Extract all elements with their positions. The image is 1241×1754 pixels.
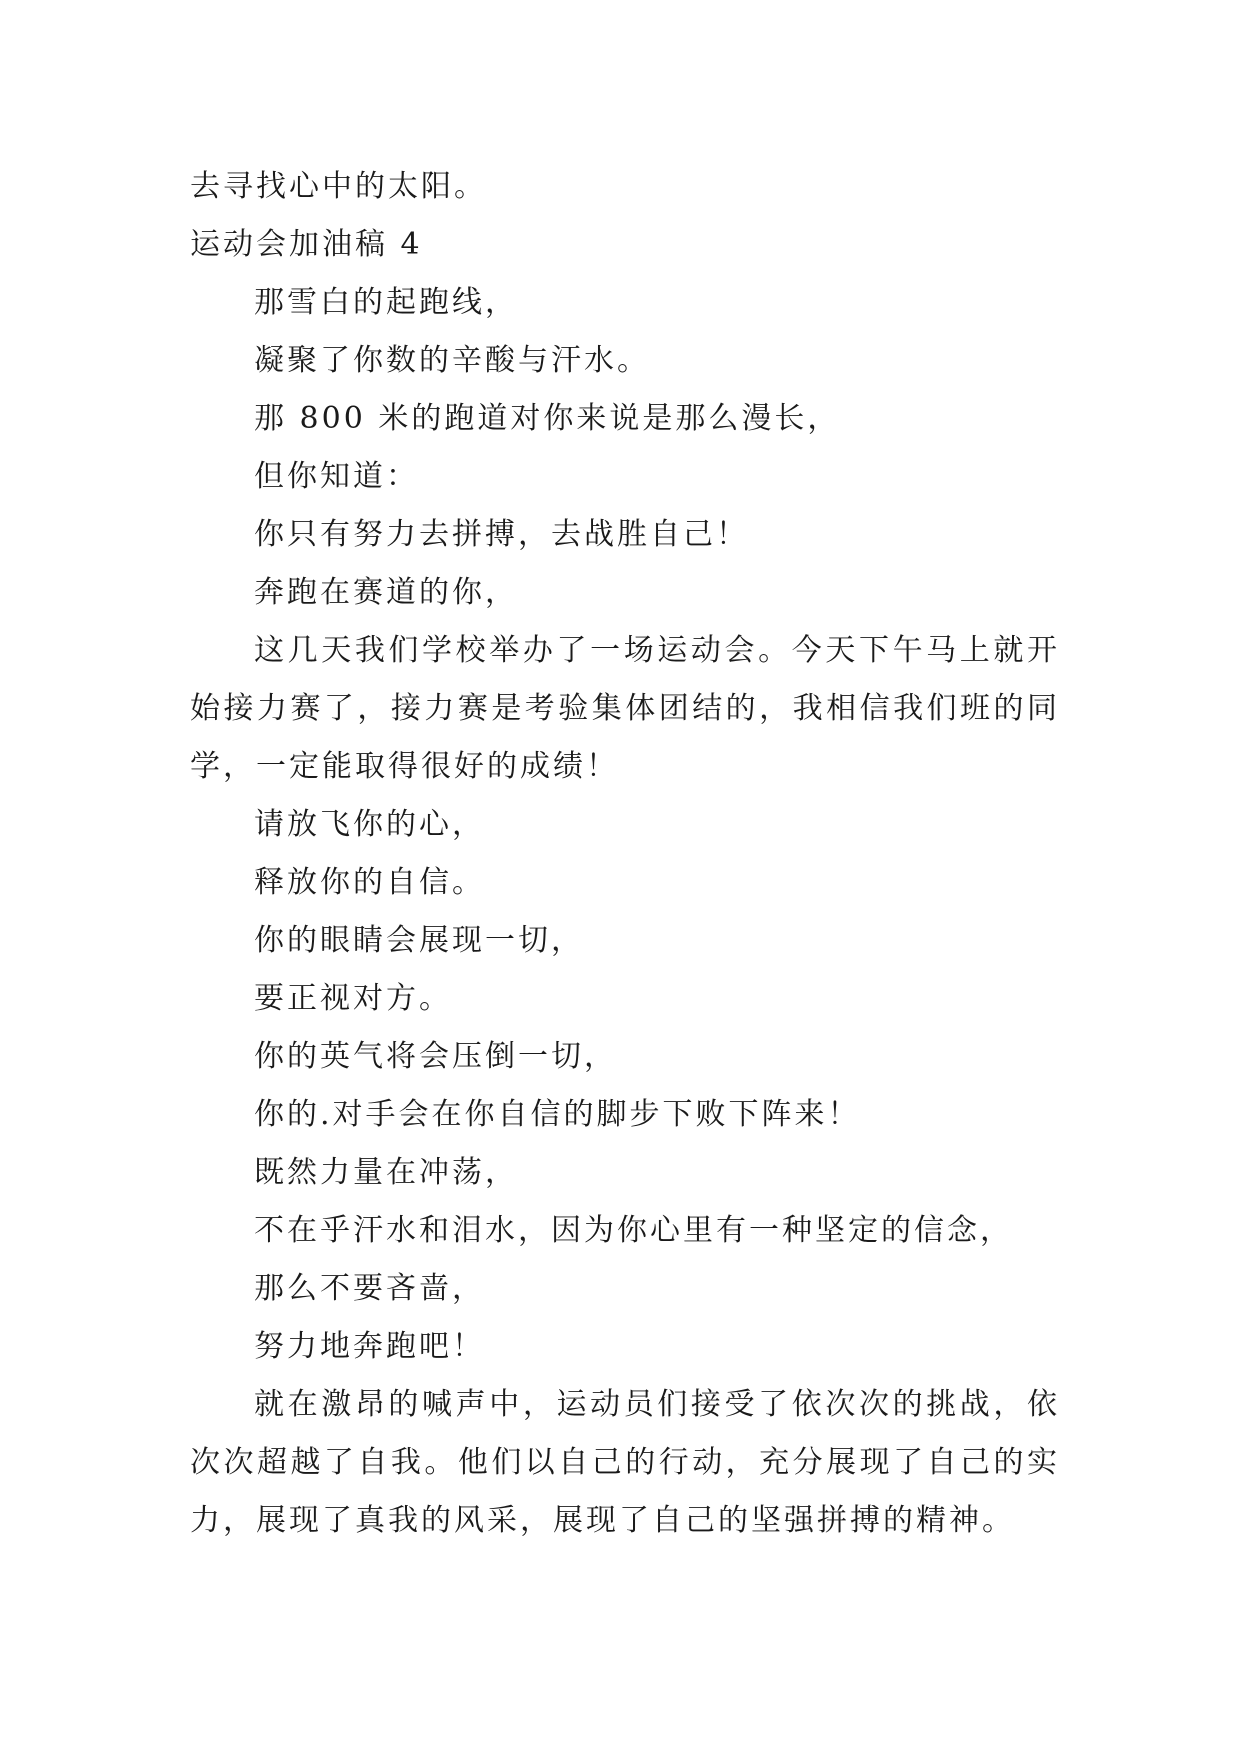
section-title: 运动会加油稿 4	[190, 227, 423, 262]
poem-line: 你的.对手会在你自信的脚步下败下阵来！	[254, 1097, 861, 1132]
poem-line: 努力地奔跑吧！	[254, 1329, 485, 1364]
text-line: 去寻找心中的太阳。	[190, 169, 487, 204]
poem-line: 你只有努力去拼搏，去战胜自己！	[254, 517, 749, 552]
poem-line: 那雪白的起跑线，	[254, 285, 518, 320]
poem-line: 既然力量在冲荡，	[254, 1155, 518, 1190]
poem-line: 那么不要吝啬，	[254, 1271, 485, 1306]
paragraph: 就在激昂的喊声中，运动员们接受了依次次的挑战，依次次超越了自我。他们以自己的行动，充分展现了自己的实力，展现了真我的风采，展现了自己的坚强拼搏的精神。	[190, 1387, 1060, 1538]
paragraph: 这几天我们学校举办了一场运动会。今天下午马上就开始接力赛了，接力赛是考验集体团结的，我相信我们班的同学，一定能取得很好的成绩！	[190, 633, 1060, 784]
poem-line: 释放你的自信。	[254, 865, 485, 900]
document-body	[190, 158, 1060, 1550]
poem-line: 凝聚了你数的辛酸与汗水。	[254, 343, 650, 378]
poem-line: 不在乎汗水和泪水，因为你心里有一种坚定的信念，	[254, 1213, 1013, 1248]
poem-line: 要正视对方。	[254, 981, 452, 1016]
poem-line: 请放飞你的心，	[254, 807, 485, 842]
poem-line: 那 800 米的跑道对你来说是那么漫长，	[254, 401, 841, 436]
poem-line: 但你知道：	[254, 459, 419, 494]
poem-line: 奔跑在赛道的你，	[254, 575, 518, 610]
poem-line: 你的英气将会压倒一切，	[254, 1039, 617, 1074]
poem-line: 你的眼睛会展现一切，	[254, 923, 584, 958]
